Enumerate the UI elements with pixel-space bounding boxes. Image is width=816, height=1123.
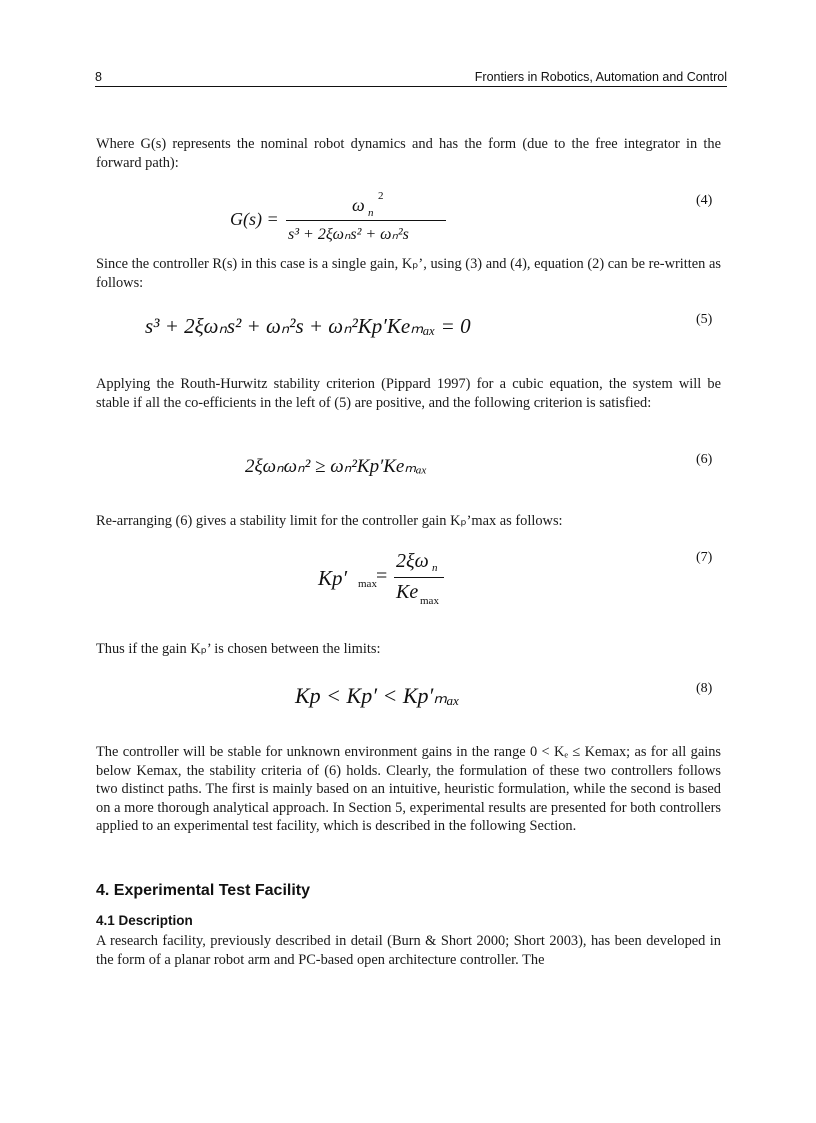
equation-4-fraction-bar	[286, 220, 446, 221]
equation-7-lhs-sub: max	[358, 578, 377, 590]
equation-4-denominator: s³ + 2ξωₙs² + ωₙ²s	[288, 226, 409, 243]
equation-4-numerator: ω	[352, 195, 365, 215]
equation-5-number: (5)	[696, 312, 713, 327]
paragraph-stability-conclusion: The controller will be stable for unknown environment gains in the range 0 < Kₑ ≤ Kemax; as for all gains below Kemax, the stability criteria of (6) holds. Clearly, the formulation of these two controllers follows two distinct paths. The first is mainly based on an intuitive, heuristic formulation, while the second is based on a more thorough analytical approach. In Section 5, experimental results are presented for both controllers applied to an experimental test facility, which is described in the following Section.	[96, 744, 721, 835]
equation-7-fraction-bar	[394, 577, 444, 578]
paragraph-controller-gain: Since the controller R(s) in this case is a single gain, Kₚ’, using (3) and (4), equation (2) can be re-written as follows:	[96, 256, 721, 291]
paragraph-gain-limits: Thus if the gain Kₚ’ is chosen between the limits:	[96, 641, 381, 657]
header-rule	[95, 86, 727, 87]
equation-7-equals: =	[376, 565, 388, 587]
equation-6-number: (6)	[696, 452, 713, 467]
equation-7-denominator-sub: max	[420, 595, 439, 607]
running-title: Frontiers in Robotics, Automation and Control	[474, 70, 727, 84]
page-number: 8	[95, 70, 102, 84]
equation-7-numerator: 2ξω	[396, 550, 429, 572]
equation-7	[318, 550, 458, 612]
equation-7-lhs: Kp′	[318, 566, 348, 590]
equation-8: Kp < Kp′ < Kp′ₘₐₓ	[295, 683, 460, 708]
equation-4-numerator-sub: n	[368, 207, 374, 219]
page-header	[95, 68, 727, 88]
equation-6: 2ξωₙωₙ² ≥ ωₙ²Kp′Keₘₐₓ	[245, 456, 428, 477]
equation-7-denominator: Ke	[396, 581, 419, 603]
equation-4	[230, 190, 460, 247]
paragraph-gs-definition: Where G(s) represents the nominal robot dynamics and has the form (due to the free integrator in the forward path):	[96, 136, 721, 171]
equation-8-number: (8)	[696, 681, 713, 696]
subsection-heading: 4.1 Description	[96, 913, 193, 928]
equation-4-numerator-sup: 2	[378, 190, 384, 202]
equation-5: s³ + 2ξωₙs² + ωₙ²s + ωₙ²Kp′Keₘₐₓ = 0	[145, 314, 471, 338]
equation-7-numerator-sub: n	[432, 562, 438, 574]
equation-7-number: (7)	[696, 550, 713, 565]
equation-4-lhs: G(s) =	[230, 209, 279, 229]
paragraph-stability-limit: Re-arranging (6) gives a stability limit for the controller gain Kₚ’max as follows:	[96, 513, 563, 529]
equation-4-number: (4)	[696, 193, 713, 208]
paragraph-research-facility: A research facility, previously described in detail (Burn & Short 2000; Short 2003), has been developed in the form of a planar robot arm and PC-based open architecture controller. The	[96, 933, 721, 968]
paragraph-routh-hurwitz: Applying the Routh-Hurwitz stability criterion (Pippard 1997) for a cubic equation, the system will be stable if all the co-efficients in the left of (5) are positive, and the following criterion is satisfied:	[96, 376, 721, 411]
section-heading: 4. Experimental Test Facility	[96, 882, 311, 899]
